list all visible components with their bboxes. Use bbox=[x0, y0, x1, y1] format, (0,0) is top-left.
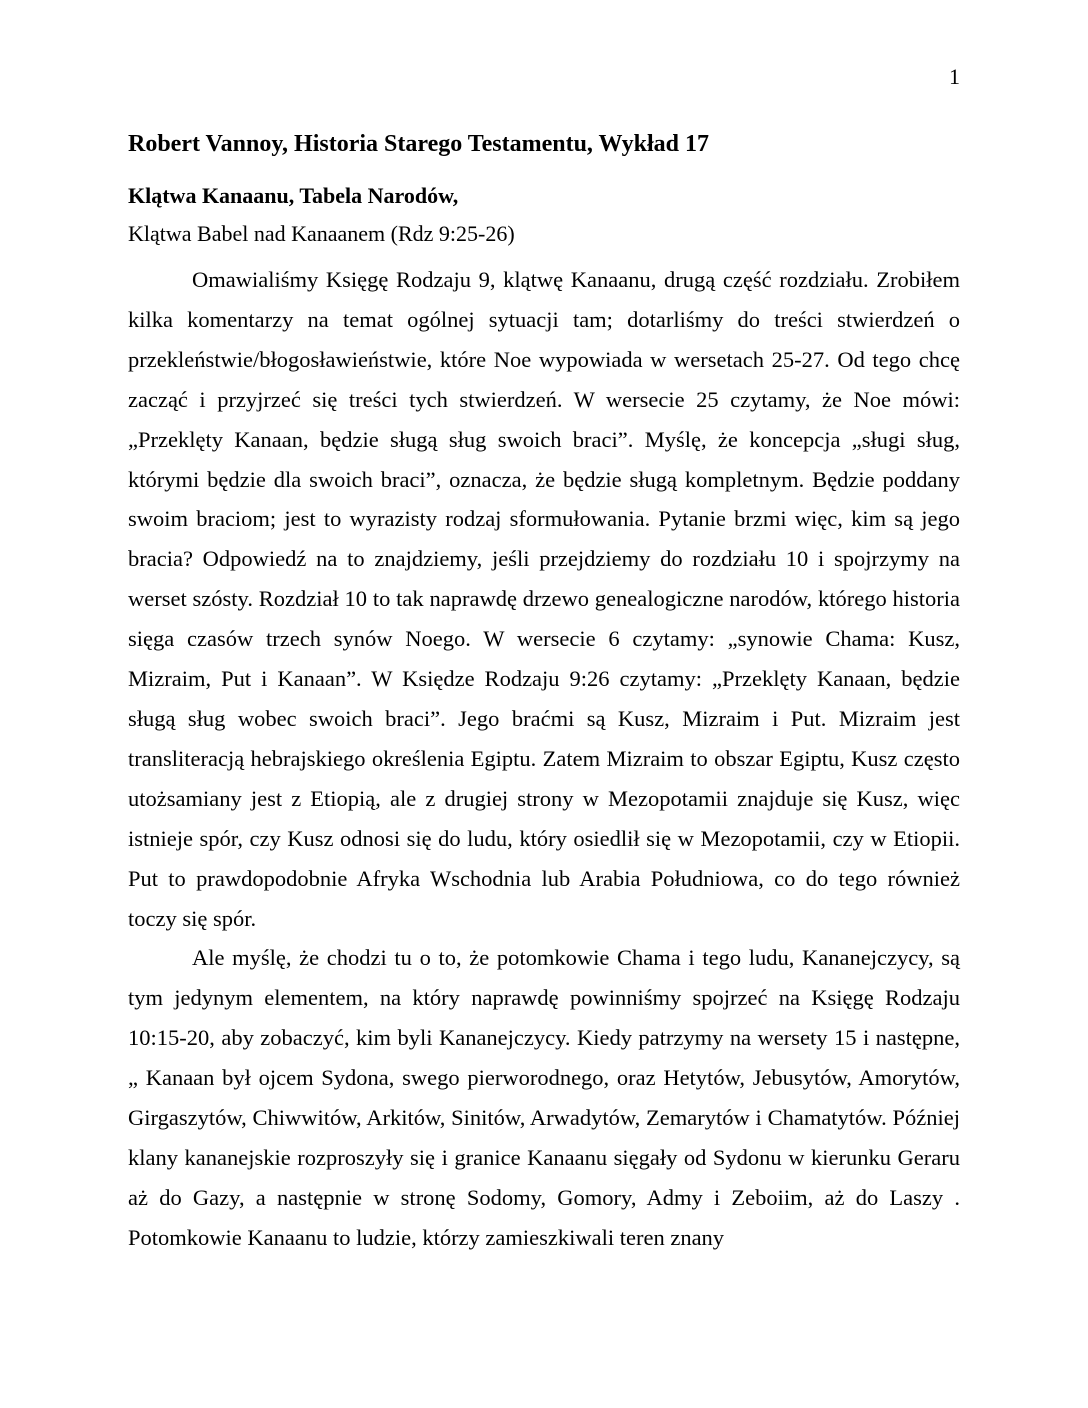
page-number: 1 bbox=[949, 64, 960, 89]
document-title: Robert Vannoy, Historia Starego Testamentu, Wykład 17 bbox=[128, 131, 709, 157]
document-subtitle: Klątwa Kanaanu, Tabela Narodów, bbox=[128, 183, 459, 208]
paragraph: Ale myślę, że chodzi tu o to, że potomkowie Chama i tego ludu, Kananejczycy, są tym jedynym elementem, na który naprawdę powinniśmy spojrzeć na Księgę Rodzaju 10:15-20, aby zobaczyć, kim byli Kananejczycy. Kiedy patrzymy na wersety 15 i następne, „ Kanaan był ojcem Sydona, swego pierworodnego, oraz Hetytów, Jebusytów, Amorytów, Girgaszytów, Chiwwitów, Arkitów, Sinitów, Arwadytów, Zemarytów i Chamatytów. Później klany kananejskie rozproszyły się i granice Kanaanu sięgały od Sydonu w kierunku Geraru aż do Gazy, a następnie w stronę Sodomy, Gomory, Admy i Zeboiim, aż do Laszy . Potomkowie Kanaanu to ludzie, którzy zamieszkiwali teren znany bbox=[128, 945, 960, 1250]
section-heading: Klątwa Babel nad Kanaanem (Rdz 9:25-26) bbox=[128, 221, 515, 246]
paragraph: Omawialiśmy Księgę Rodzaju 9, klątwę Kanaanu, drugą część rozdziału. Zrobiłem kilka komentarzy na temat ogólnej sytuacji tam; dotarliśmy do treści stwierdzeń o przekleństwie/błogosławieństwie, które Noe wypowiada w wersetach 25-27. Od tego chcę zacząć i przyjrzeć się treści tych stwierdzeń. W wersecie 25 czytamy, że Noe mówi: „Przeklęty Kanaan, będzie sługą sług swoich braci”. Myślę, że koncepcja „sługi sług, którymi będzie dla swoich braci”, oznacza, że będzie sługą kompletnym. Będzie poddany swoim braciom; jest to wyrazisty rodzaj sformułowania. Pytanie brzmi więc, kim są jego bracia? Odpowiedź na to znajdziemy, jeśli przejdziemy do rozdziału 10 i spojrzymy na werset szósty. Rozdział 10 to tak naprawdę drzewo genealogiczne narodów, którego historia sięga czasów trzech synów Noego. W wersecie 6 czytamy: „synowie Chama: Kusz, Mizraim, Put i Kanaan”. W Księdze Rodzaju 9:26 czytamy: „Przeklęty Kanaan, będzie sługą sług wobec swoich braci”. Jego braćmi są Kusz, Mizraim i Put. Mizraim jest transliteracją hebrajskiego określenia Egiptu. Zatem Mizraim to obszar Egiptu, Kusz często utożsamiany jest z Etiopią, ale z drugiej strony w Mezopotamii znajduje się Kusz, więc istnieje spór, czy Kusz odnosi się do ludu, który osiedlił się w Mezopotamii, czy w Etiopii. Put to prawdopodobnie Afryka Wschodnia lub Arabia Południowa, co do tego również toczy się spór. bbox=[128, 267, 960, 931]
document-body bbox=[128, 128, 960, 1258]
